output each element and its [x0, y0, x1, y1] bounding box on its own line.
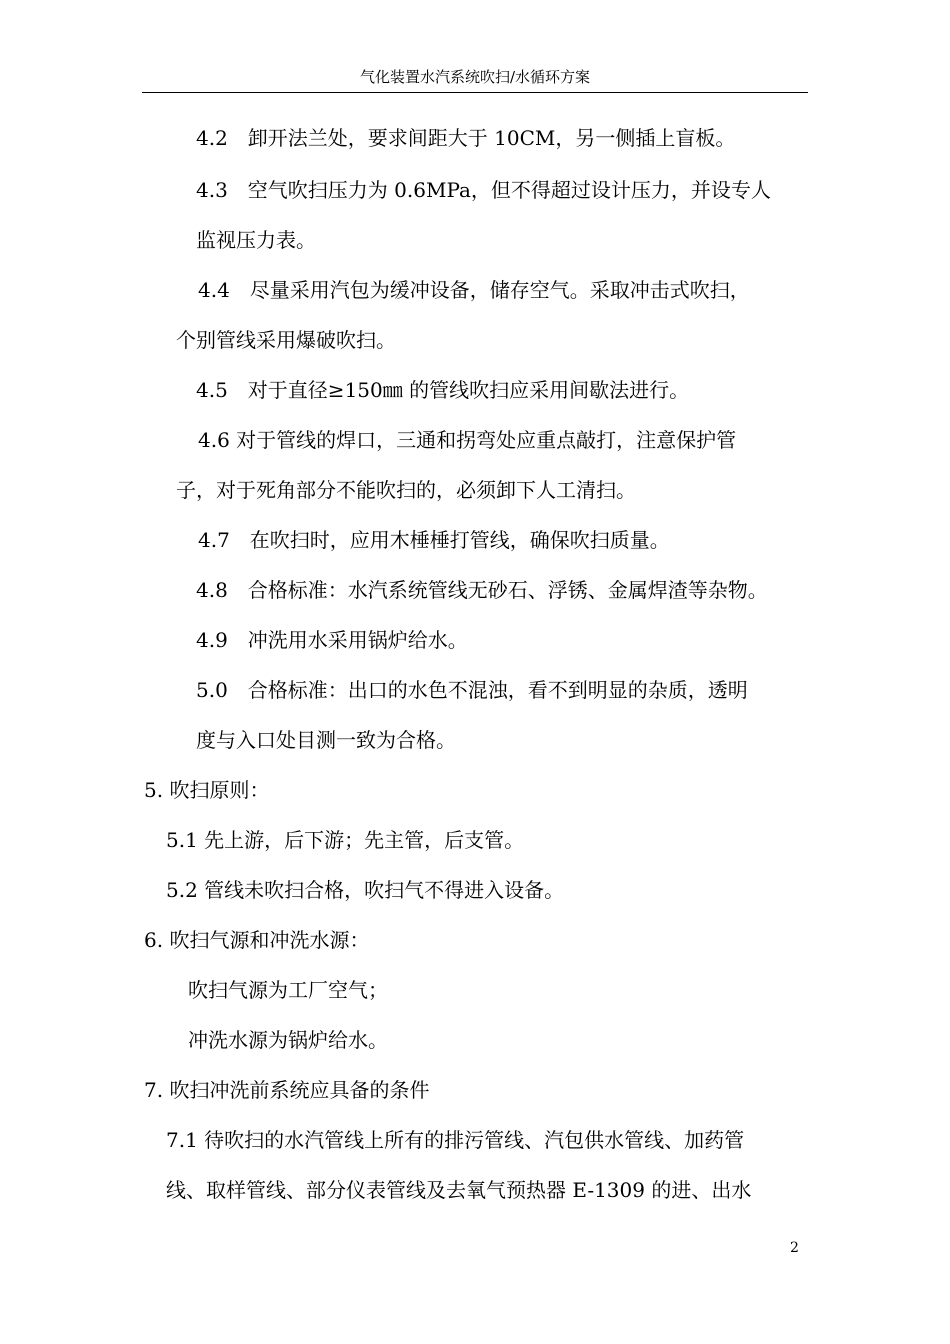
body-line-4-6-cont: 子，对于死角部分不能吹扫的，必须卸下人工清扫。 [176, 478, 636, 502]
body-line-5-0-cont: 度与入口处目测一致为合格。 [196, 728, 456, 752]
body-line-4-4: 4.4 尽量采用汽包为缓冲设备，储存空气。采取冲击式吹扫， [198, 278, 750, 302]
body-line-4-6: 4.6 对于管线的焊口，三通和拐弯处应重点敲打，注意保护管 [198, 428, 737, 452]
header-rule [142, 92, 808, 93]
body-line-4-3-cont: 监视压力表。 [196, 228, 316, 252]
body-line-4-2: 4.2 卸开法兰处，要求间距大于 10CM，另一侧插上盲板。 [196, 126, 736, 150]
body-line-5-0: 5.0 合格标准：出口的水色不混浊，看不到明显的杂质，透明 [196, 678, 748, 702]
body-line-air-source: 吹扫气源为工厂空气； [188, 978, 388, 1002]
body-line-7-1-cont: 线、取样管线、部分仪表管线及去氧气预热器 E-1309 的进、出水 [166, 1178, 752, 1202]
body-line-4-8: 4.8 合格标准：水汽系统管线无砂石、浮锈、金属焊渣等杂物。 [196, 578, 768, 602]
section-heading-6: 6. 吹扫气源和冲洗水源： [144, 928, 370, 952]
body-line-4-4-cont: 个别管线采用爆破吹扫。 [176, 328, 396, 352]
running-header: 气化装置水汽系统吹扫/水循环方案 [359, 68, 591, 86]
section-heading-5: 5. 吹扫原则： [144, 778, 270, 802]
body-line-4-3: 4.3 空气吹扫压力为 0.6MPa，但不得超过设计压力，并设专人 [196, 178, 771, 202]
page-number: 2 [790, 1240, 799, 1256]
body-line-5-1: 5.1 先上游，后下游；先主管，后支管。 [166, 828, 525, 852]
body-line-water-source: 冲洗水源为锅炉给水。 [188, 1028, 388, 1052]
body-line-5-2: 5.2 管线未吹扫合格，吹扫气不得进入设备。 [166, 878, 565, 902]
section-heading-7: 7. 吹扫冲洗前系统应具备的条件 [144, 1078, 430, 1102]
body-line-4-9: 4.9 冲洗用水采用锅炉给水。 [196, 628, 468, 652]
body-line-7-1: 7.1 待吹扫的水汽管线上所有的排污管线、汽包供水管线、加药管 [166, 1128, 745, 1152]
body-line-4-7: 4.7 在吹扫时，应用木棰棰打管线，确保吹扫质量。 [198, 528, 670, 552]
body-line-4-5: 4.5 对于直径≥150㎜ 的管线吹扫应采用间歇法进行。 [196, 378, 690, 402]
